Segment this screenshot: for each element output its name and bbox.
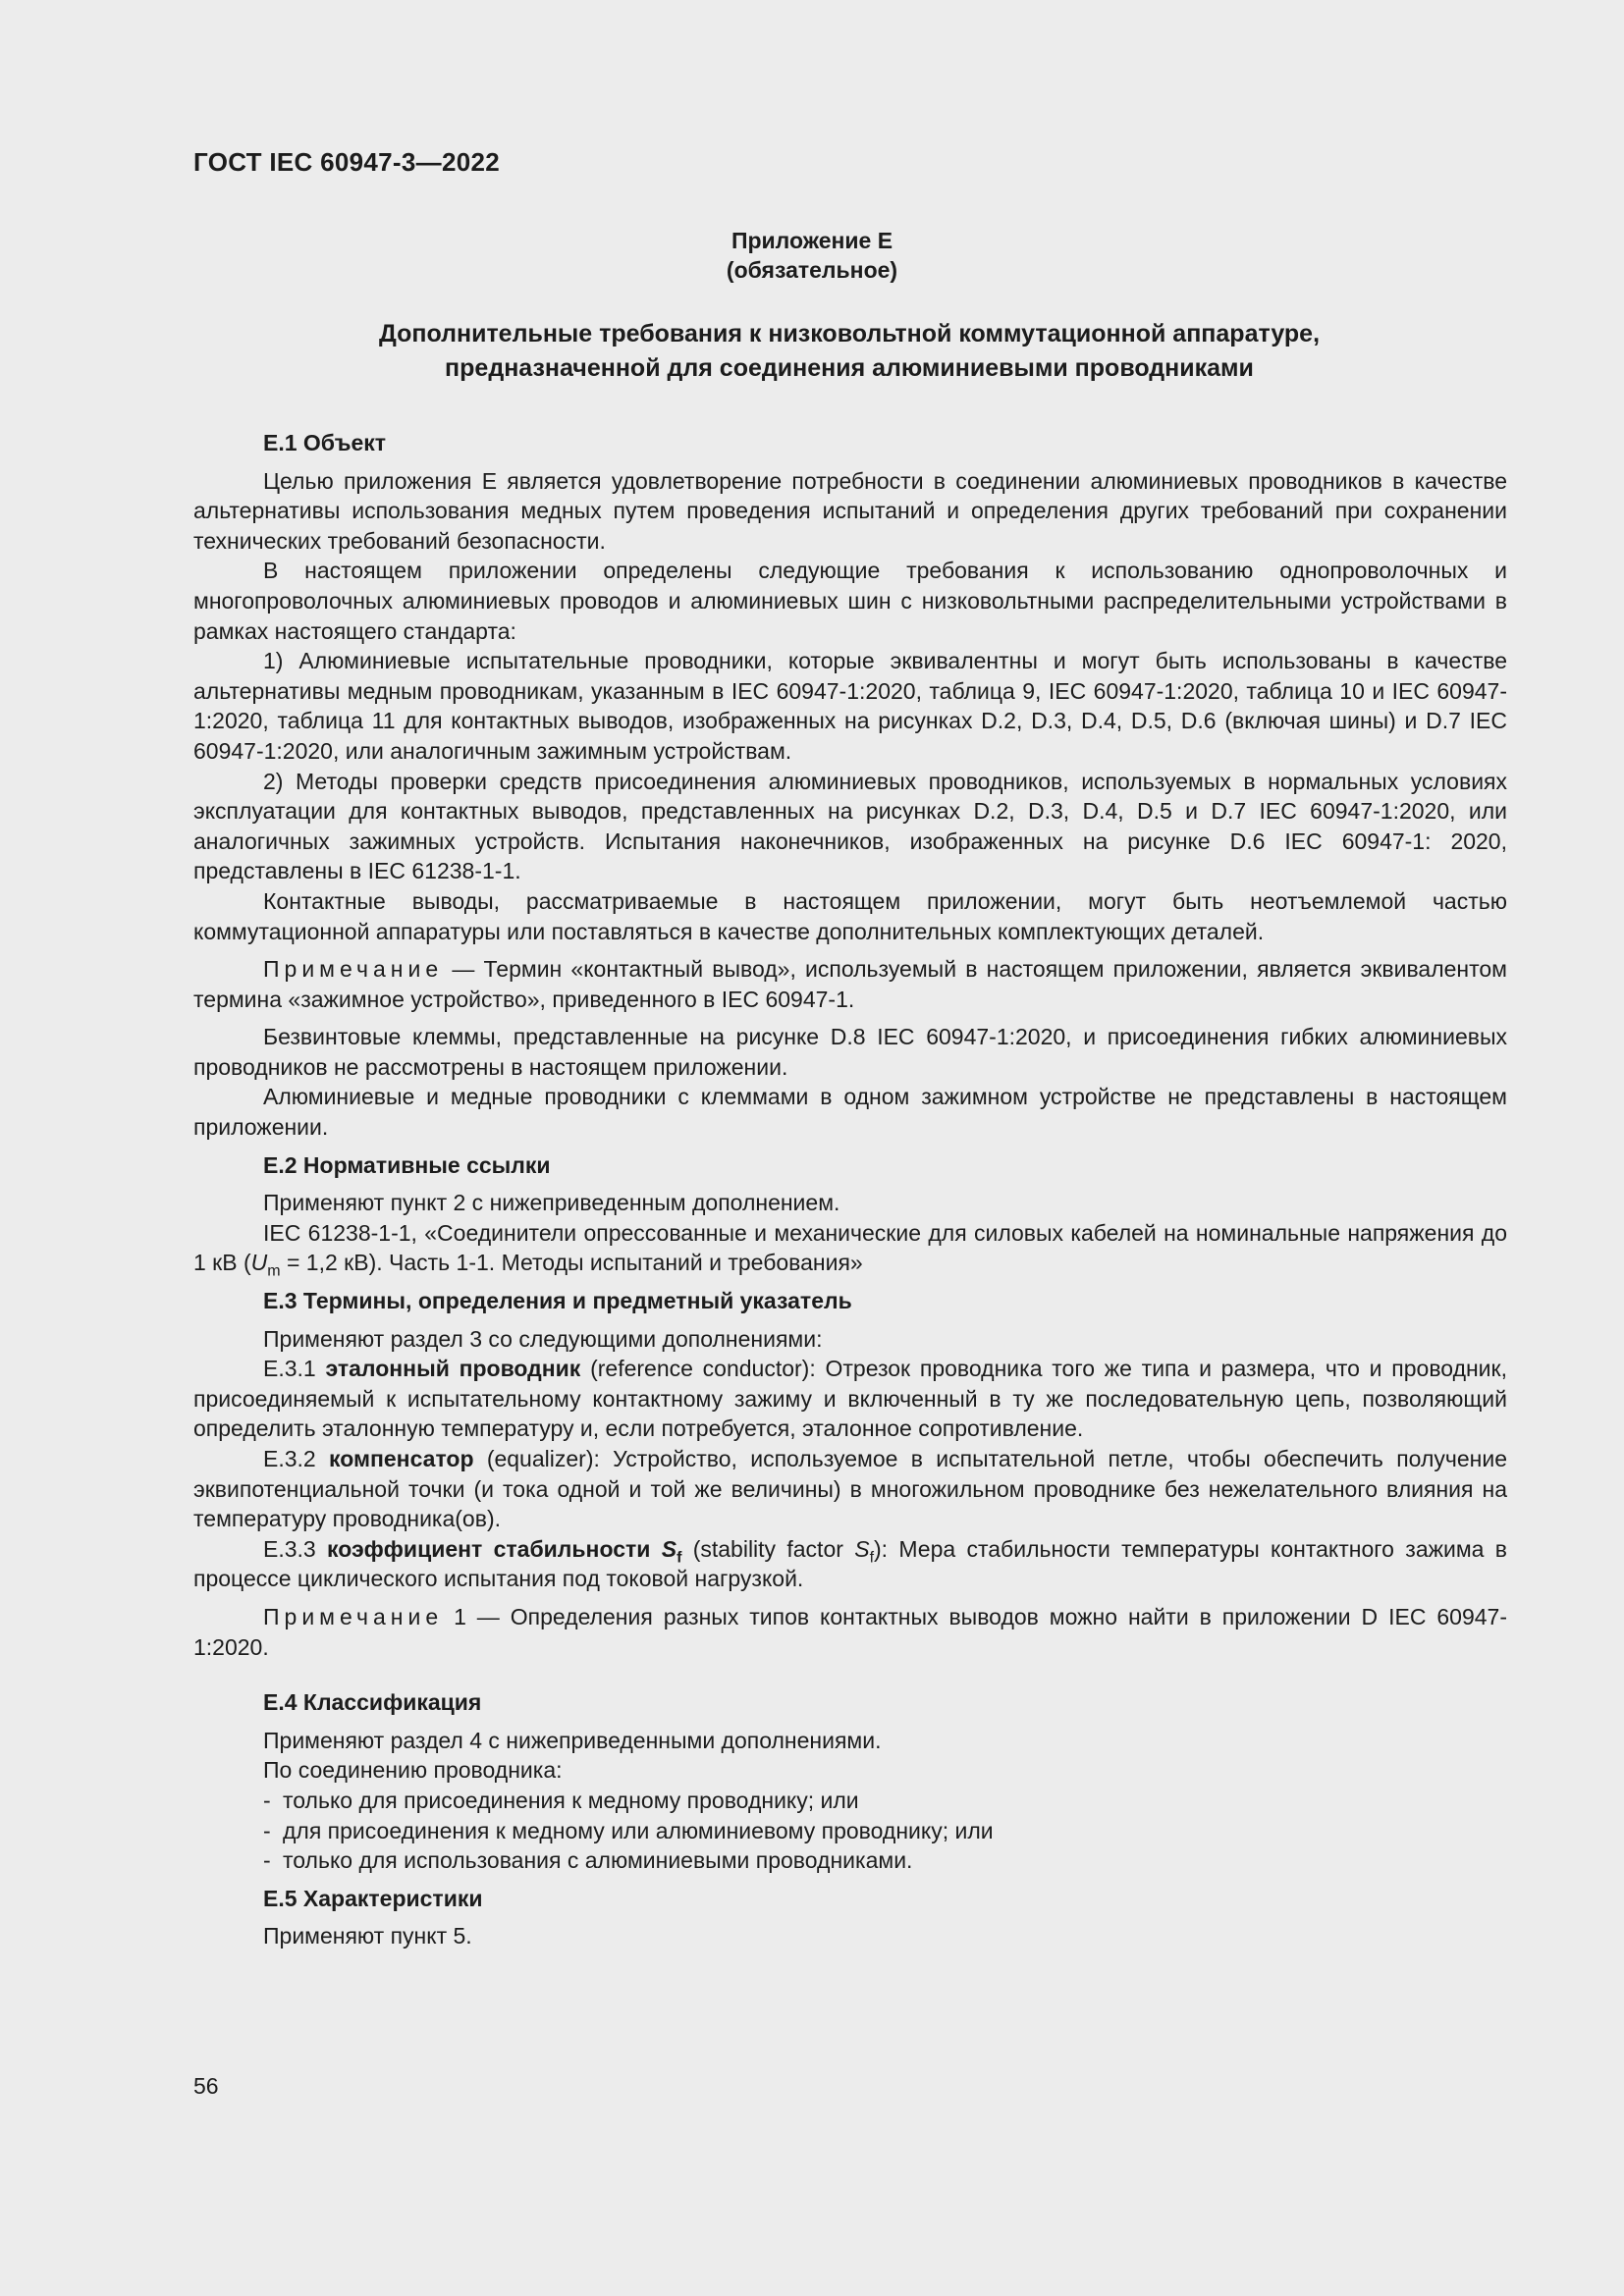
term-definition [193,1534,1507,1594]
note-text: 1 — Определения разных типов контактных выводов можно найти в приложении D IEC 60947-1:2020. [193,1603,1507,1660]
annex-heading [295,317,1404,386]
paragraph: Целью приложения Е является удовлетворение потребности в соединении алюминиевых проводников в качестве альтернативы использования медных путем проведения испытаний и определения других требований при сохранении технических требований безопасности. [193,467,1507,554]
dash-list [193,1786,1507,1876]
paragraph: Безвинтовые клеммы, представленные на рисунке D.8 IEC 60947-1:2020, и присоединения гибких алюминиевых проводников не рассмотрены в настоящем приложении. [193,1024,1507,1080]
page-number: 56 [193,2073,219,2099]
note-label: Примечание [263,956,444,983]
section-heading-e1: E.1 Объект [263,430,387,455]
definition: ): Мера стабильности температуры контактного зажима в процессе циклического испытания под токовой нагрузкой. [193,1535,1507,1592]
annex-title: Приложение Е [731,228,893,253]
list-item: - только для использования с алюминиевыми проводниками. [263,1847,913,1874]
paragraph: Применяют раздел 3 со следующими дополнениями: [263,1325,823,1352]
symbol-subscript: f [677,1549,682,1567]
term-number: E.3.1 [263,1356,326,1382]
annex-status: (обязательное) [726,257,898,283]
paragraph: 2) Методы проверки средств присоединения алюминиевых проводников, используемых в нормальных условиях эксплуатации для контактных выводов, представленных на рисунках D.2, D.3, D.4, D.5 и D.7 IEC 60947-1:2020, или аналогичных зажимных устройств. Испытания наконечников, изображенных на рисунке D.6 IEC 60947-1: 2020, представлены в IEC 61238-1-1. [193,768,1507,884]
paragraph: Применяют пункт 5. [263,1923,472,1949]
paragraph: Применяют пункт 2 с нижеприведенным дополнением. [263,1190,840,1216]
note-label: Примечание [263,1603,444,1629]
reference-text: IEC 61238-1-1, «Соединители опрессованные и механические для силовых кабелей на номинальные напряжения до 1 кВ ( [193,1219,1507,1276]
section-heading-e2: E.2 Нормативные ссылки [263,1151,551,1178]
definition: (reference conductor): Отрезок проводника того же типа и размера, что и проводник, присоединяемый к испытательному контактному зажиму и включенный в ту же последовательную цепь, позволяющий определить эталонную температуру и, если потребуется, эталонное сопротивление. [193,1356,1507,1442]
list-item-text: только для присоединения к медному проводнику; или [283,1787,859,1813]
list-item-text: только для использования с алюминиевыми проводниками. [283,1847,913,1874]
list-item: - для присоединения к медному или алюминиевому проводнику; или [263,1817,994,1843]
section-heading-e3: E.3 Термины, определения и предметный указатель [263,1288,852,1314]
paragraph: 1) Алюминиевые испытательные проводники, которые эквивалентны и могут быть использованы в качестве альтернативы медным проводникам, указанным в IEC 60947-1:2020, таблица 9, IEC 60947-1:2020, таблица 10 и IEC 60947-1:2020, таблица 11 для контактных выводов, изображенных на рисунках D.2, D.3, D.4, D.5, D.6 (включая шины) и D.7 IEC 60947-1:2020, или аналогичным зажимным устройствам. [193,648,1507,764]
section-heading-e5: E.5 Характеристики [263,1885,483,1911]
annex-heading-line-2: предназначенной для соединения алюминиевыми проводниками [445,354,1254,382]
definition-part: (stability factor [681,1535,855,1562]
term: коэффициент стабильности [327,1535,662,1562]
annex-title-block [0,226,1624,285]
paragraph [193,1218,1507,1281]
symbol: S [854,1535,870,1562]
list-item-text: для присоединения к медному или алюминиевому проводнику; или [283,1817,994,1843]
term-number: E.3.2 [263,1446,330,1471]
document-body [193,428,1507,1951]
paragraph: По соединению проводника: [263,1757,563,1784]
annex-heading-line-1: Дополнительные требования к низковольтной коммутационной аппаратуре, [378,320,1321,347]
list-item: - только для присоединения к медному проводнику; или [263,1787,859,1813]
term-definition [193,1444,1507,1534]
paragraph: Применяют раздел 4 с нижеприведенными дополнениями. [263,1727,882,1753]
note-text: — Термин «контактный вывод», используемый в настоящем приложении, является эквивалентом термина «зажимное устройство», приведенного в IEC 60947-1. [193,956,1507,1012]
note [193,1602,1507,1662]
voltage-subscript: m [267,1263,281,1281]
paragraph: Контактные выводы, рассматриваемые в настоящем приложении, могут быть неотъемлемой частью коммутационной аппаратуры или поставляться в качестве дополнительных комплектующих деталей. [193,887,1507,944]
document-code: ГОСТ IEC 60947-3—2022 [193,147,500,177]
term-definition [193,1354,1507,1444]
symbol: S [661,1535,677,1562]
symbol-subscript: f [869,1549,875,1567]
definition: (equalizer): Устройство, используемое в испытательной петле, чтобы обеспечить получение эквипотенциальной точки (и тока одной и той же величины) в многожильном проводнике без нежелательного влияния на температуру проводника(ов). [193,1446,1507,1532]
term-number: E.3.3 [263,1535,328,1562]
term: эталонный проводник [325,1356,581,1382]
paragraph: В настоящем приложении определены следующие требования к использованию однопроволочных и многопроволочных алюминиевых проводов и алюминиевых шин с низковольтными распределительными устройствами в рамках настоящего стандарта: [193,558,1507,644]
term: компенсатор [329,1446,474,1471]
reference-text-end: = 1,2 кВ). Часть 1-1. Методы испытаний и требования» [280,1250,863,1276]
voltage-symbol: U [250,1250,268,1276]
section-heading-e4: E.4 Классификация [263,1689,482,1716]
paragraph: Алюминиевые и медные проводники с клеммами в одном зажимном устройстве не представлены в настоящем приложении. [193,1084,1507,1141]
note [193,954,1507,1014]
